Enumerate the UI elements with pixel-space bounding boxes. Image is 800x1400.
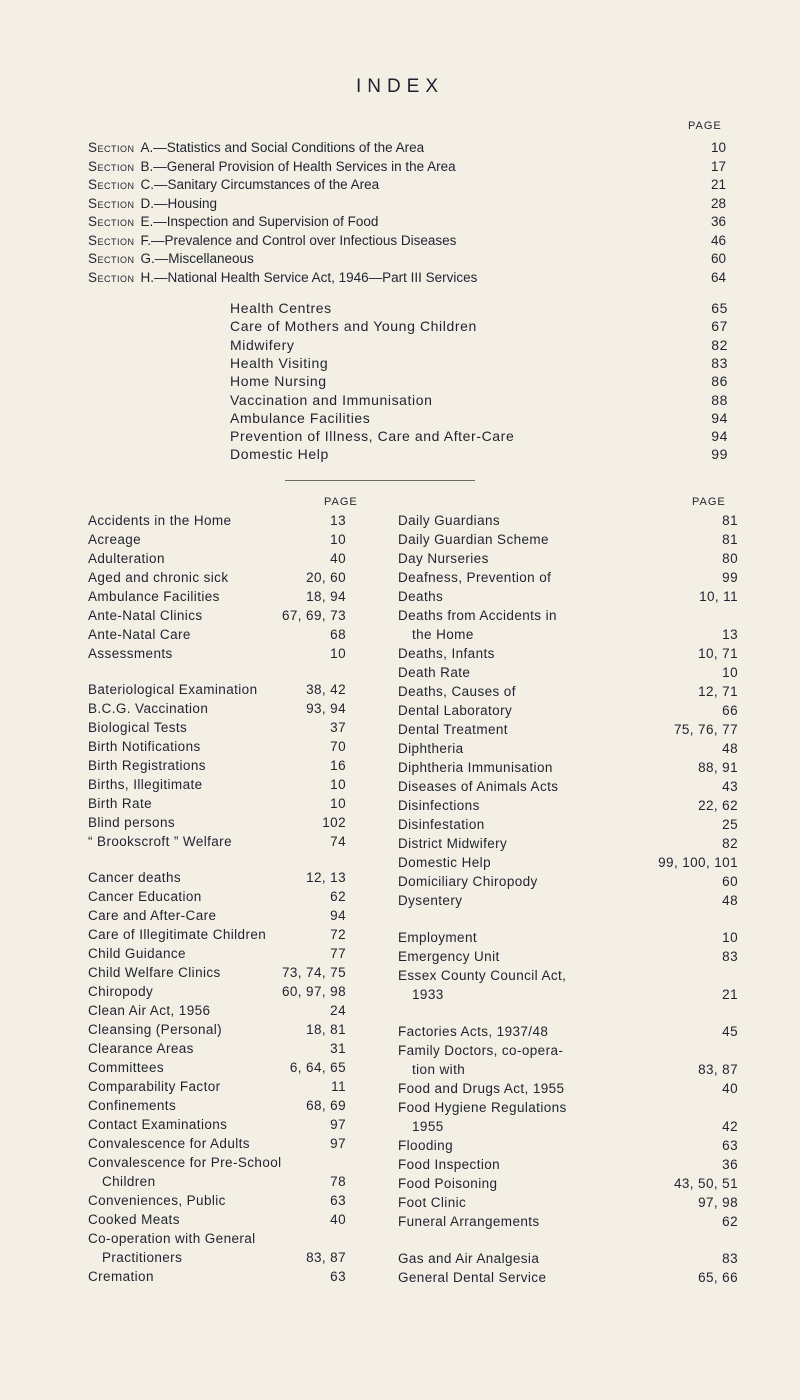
index-entry — [412, 1062, 738, 1077]
index-entry — [102, 1250, 346, 1265]
section-prefix: Section — [88, 195, 135, 211]
index-entry — [88, 1269, 346, 1284]
index-entry-page: 83, 87 — [306, 1250, 346, 1265]
index-entry — [88, 1060, 346, 1075]
index-entry — [398, 1195, 738, 1210]
section-prefix: Section — [88, 140, 135, 155]
section-page: 60 — [710, 251, 726, 266]
index-entry-page: 74 — [330, 834, 346, 849]
index-entry-text: the Home — [412, 627, 474, 642]
index-entry-text: Deafness, Prevention of — [398, 570, 552, 585]
index-entry-page: 10, 71 — [698, 646, 738, 661]
index-entry — [398, 855, 738, 870]
index-entry — [88, 815, 346, 830]
index-entry-text: Food Inspection — [398, 1157, 501, 1172]
index-entry-text: Ante-Natal Clinics — [88, 608, 203, 623]
section-title: G.—Miscellaneous — [140, 251, 254, 266]
index-entry-page: 10 — [330, 646, 346, 661]
index-entry — [398, 874, 738, 889]
section-title: D.—Housing — [140, 195, 218, 211]
section-entry — [88, 140, 738, 159]
index-entry — [398, 1214, 738, 1229]
index-entry-text: Factories Acts, 1937/48 — [398, 1024, 549, 1039]
index-entry — [88, 532, 346, 547]
index-entry-page: 73, 74, 75 — [281, 965, 346, 980]
subsection-title: Health Centres — [230, 300, 332, 316]
index-entry-page: 12, 71 — [698, 684, 738, 699]
subsection-page: 67 — [711, 318, 728, 335]
index-entry-page: 13 — [330, 513, 346, 528]
index-entry — [88, 758, 346, 773]
index-entry-text: Birth Rate — [88, 796, 153, 811]
index-entry-text: Births, Illegitimate — [88, 777, 203, 792]
index-entry-page: 99 — [722, 570, 738, 585]
index-entry-text: Blind persons — [88, 815, 175, 830]
index-entry-text: General Dental Service — [398, 1270, 547, 1285]
section-entry — [88, 196, 738, 215]
index-entry-page: 77 — [330, 946, 346, 961]
index-entry-text: Assessments — [88, 646, 173, 661]
index-entry-text: Dental Laboratory — [398, 703, 513, 718]
index-entry — [398, 589, 738, 604]
index-entry-text: Care of Illegitimate Children — [88, 927, 267, 942]
index-entry — [88, 646, 346, 661]
section-page: 10 — [710, 140, 726, 155]
index-entry-text: Adulteration — [88, 551, 165, 566]
index-entry — [398, 703, 738, 718]
index-entry-page: 16 — [330, 758, 346, 773]
index-entry — [398, 513, 738, 528]
index-entry-page: 97 — [330, 1136, 346, 1151]
index-entry — [412, 1119, 738, 1134]
index-entry — [88, 701, 346, 716]
index-entry-page: 93, 94 — [306, 701, 346, 716]
index-entry-page: 48 — [722, 893, 738, 908]
index-entry-text: Practitioners — [102, 1250, 183, 1265]
subsection-title: Health Visiting — [230, 354, 329, 371]
index-entry-text: Foot Clinic — [398, 1195, 467, 1210]
index-entry — [88, 927, 346, 942]
index-entry — [398, 570, 738, 585]
divider-rule — [285, 480, 475, 481]
index-entry-page: 38, 42 — [306, 682, 346, 697]
section-prefix: Section — [88, 177, 135, 192]
index-entry-page: 10, 11 — [699, 589, 738, 604]
index-entry-text: Food Hygiene Regulations — [398, 1100, 567, 1115]
subsection-page: 94 — [711, 428, 728, 445]
index-entry-page: 10 — [722, 930, 738, 945]
index-entry — [398, 722, 738, 737]
index-entry-text: Birth Notifications — [88, 739, 201, 754]
index-entry-page: 83 — [722, 1251, 738, 1266]
index-title: INDEX — [355, 76, 445, 97]
index-entry — [88, 834, 346, 849]
leader-dots — [424, 140, 738, 159]
index-entry-page: 67, 69, 73 — [281, 608, 346, 623]
section-title: A.—Statistics and Social Conditions of the Area — [140, 140, 425, 155]
index-entry-page: 82 — [722, 836, 738, 851]
subsection-entry — [230, 392, 728, 411]
subsection-entry — [230, 318, 728, 337]
index-entry-page: 66 — [722, 703, 738, 718]
index-entry-page: 18, 94 — [306, 589, 346, 604]
index-entry — [88, 682, 346, 697]
index-entry — [398, 1251, 738, 1266]
section-prefix: Section — [88, 251, 135, 266]
section-entry — [88, 251, 738, 270]
index-entry — [88, 1193, 346, 1208]
index-entry — [412, 627, 738, 642]
index-entry — [88, 1136, 346, 1151]
subsection-page: 82 — [711, 336, 728, 353]
subsection-page: 83 — [711, 354, 728, 371]
index-entry — [398, 893, 738, 908]
index-entry-text: Children — [102, 1174, 156, 1189]
section-prefix: Section — [88, 214, 135, 229]
index-entry — [398, 665, 738, 680]
index-entry-page: 43 — [722, 779, 738, 794]
index-entry-text: Family Doctors, co-opera- — [398, 1043, 564, 1058]
index-entry-text: Dysentery — [398, 893, 463, 908]
index-entry — [88, 1022, 346, 1037]
index-entry-text: Cancer deaths — [88, 870, 182, 885]
index-entry-text: Ambulance Facilities — [88, 589, 220, 604]
index-entry — [398, 551, 738, 566]
index-entry-text: Day Nurseries — [398, 551, 489, 566]
subsection-entry — [230, 300, 728, 319]
index-entry-page: 68, 69 — [306, 1098, 346, 1113]
index-entry-page: 94 — [330, 908, 346, 923]
index-entry — [398, 798, 738, 813]
index-entry-page: 60, 97, 98 — [281, 984, 346, 999]
index-entry — [88, 570, 346, 585]
index-entry-text: Clearance Areas — [88, 1041, 194, 1056]
index-entry-text: Disinfestation — [398, 817, 485, 832]
index-entry-page: 83 — [722, 949, 738, 964]
index-entry-page: 45 — [722, 1024, 738, 1039]
index-entry-text: Disinfections — [398, 798, 480, 813]
index-entry-text: Emergency Unit — [398, 949, 500, 964]
index-entry-page: 42 — [722, 1119, 738, 1134]
subsection-page: 65 — [711, 300, 728, 316]
index-entry-text: Domestic Help — [398, 855, 491, 870]
index-entry-page: 21 — [722, 987, 738, 1002]
subsection-page: 86 — [711, 373, 728, 390]
index-entry — [398, 1024, 738, 1039]
index-entry-page: 63 — [330, 1193, 346, 1208]
subsection-page: 88 — [711, 391, 728, 408]
index-entry-page: 31 — [330, 1041, 346, 1056]
index-entry — [398, 684, 738, 699]
index-entry — [88, 1041, 346, 1056]
index-entry-page: 43, 50, 51 — [673, 1176, 738, 1191]
subsection-entry — [230, 355, 728, 374]
index-entry — [398, 968, 738, 983]
index-entry-text: Conveniences, Public — [88, 1193, 226, 1208]
index-entry — [88, 739, 346, 754]
index-entry-page: 25 — [722, 817, 738, 832]
index-entry-text: Cleansing (Personal) — [88, 1022, 223, 1037]
right-page-heading: PAGE — [692, 496, 726, 508]
index-entry-page: 81 — [722, 513, 738, 528]
index-entry-text: Convalescence for Adults — [88, 1136, 250, 1151]
index-entry — [398, 1100, 738, 1115]
index-entry-page: 10 — [330, 796, 346, 811]
index-entry-page: 60 — [722, 874, 738, 889]
index-entry-page: 75, 76, 77 — [673, 722, 738, 737]
index-entry — [398, 836, 738, 851]
index-entry-page: 63 — [722, 1138, 738, 1153]
index-entry — [398, 1043, 738, 1058]
index-entry-page: 88, 91 — [698, 760, 738, 775]
index-entry-text: Care and After-Care — [88, 908, 217, 923]
leader-dots — [456, 159, 738, 178]
leader-dots — [217, 196, 738, 215]
index-entry-page: 102 — [322, 815, 346, 830]
subsection-title: Domestic Help — [230, 446, 329, 463]
index-entry — [88, 796, 346, 811]
index-entry — [88, 720, 346, 735]
subsection-title: Prevention of Illness, Care and After-Care — [230, 428, 515, 445]
index-entry-text: Dental Treatment — [398, 722, 508, 737]
index-entry — [398, 1138, 738, 1153]
index-entry-text: Contact Examinations — [88, 1117, 228, 1132]
index-entry-page: 72 — [330, 927, 346, 942]
index-entry — [88, 608, 346, 623]
section-entry — [88, 233, 738, 252]
index-entry-page: 6, 64, 65 — [289, 1060, 346, 1075]
index-entry — [398, 949, 738, 964]
section-page: 64 — [710, 269, 726, 285]
index-entry-text: Essex County Council Act, — [398, 968, 567, 983]
section-entry — [88, 270, 738, 289]
index-entry-text: 1933 — [412, 987, 444, 1002]
index-entry-page: 80 — [722, 551, 738, 566]
index-entry-text: Ante-Natal Care — [88, 627, 191, 642]
section-prefix: Section — [88, 158, 135, 174]
index-entry-text: Daily Guardians — [398, 513, 501, 528]
index-entry-text: B.C.G. Vaccination — [88, 701, 209, 716]
section-page: 46 — [710, 232, 726, 248]
subsection-title: Care of Mothers and Young Children — [230, 318, 477, 335]
index-entry-text: District Midwifery — [398, 836, 508, 851]
index-entry-page: 68 — [330, 627, 346, 642]
index-entry-text: tion with — [412, 1062, 466, 1077]
index-entry-text: 1955 — [412, 1119, 444, 1134]
index-entry-text: Child Guidance — [88, 946, 186, 961]
section-title: B.—General Provision of Health Services in the Area — [140, 158, 456, 174]
index-entry-text: Confinements — [88, 1098, 177, 1113]
index-entry-text: Diseases of Animals Acts — [398, 779, 559, 794]
index-entry — [88, 1003, 346, 1018]
index-entry-text: Diphtheria Immunisation — [398, 760, 553, 775]
leader-dots — [254, 251, 738, 270]
section-page: 17 — [710, 158, 726, 174]
index-entry-text: “ Brookscroft ” Welfare — [88, 834, 232, 849]
index-entry — [88, 889, 346, 904]
index-entry — [88, 1212, 346, 1227]
section-entry — [88, 214, 738, 233]
index-entry-text: Convalescence for Pre-School — [88, 1155, 282, 1170]
index-entry — [398, 1270, 738, 1285]
index-entry-page: 78 — [330, 1174, 346, 1189]
index-entry — [88, 1155, 346, 1170]
subsection-entry — [230, 446, 728, 465]
index-entry-page: 63 — [330, 1269, 346, 1284]
subsection-entry — [230, 428, 728, 447]
index-entry-text: Birth Registrations — [88, 758, 206, 773]
section-prefix: Section — [88, 269, 135, 285]
index-entry-text: Domiciliary Chiropody — [398, 874, 538, 889]
index-entry-page: 62 — [722, 1214, 738, 1229]
index-entry — [88, 551, 346, 566]
index-entry-text: Daily Guardian Scheme — [398, 532, 549, 547]
index-entry — [88, 1117, 346, 1132]
index-entry — [398, 1081, 738, 1096]
index-entry — [398, 817, 738, 832]
index-entry-text: Acreage — [88, 532, 142, 547]
leader-dots — [378, 214, 738, 233]
index-entry-page: 10 — [330, 532, 346, 547]
index-entry-page: 81 — [722, 532, 738, 547]
index-entry-text: Cancer Education — [88, 889, 202, 904]
index-entry — [412, 987, 738, 1002]
index-entry-text: Food and Drugs Act, 1955 — [398, 1081, 565, 1096]
index-entry — [88, 870, 346, 885]
index-entry-text: Cremation — [88, 1269, 154, 1284]
index-entry — [88, 1079, 346, 1094]
index-entry-text: Employment — [398, 930, 478, 945]
index-entry-text: Comparability Factor — [88, 1079, 221, 1094]
index-entry-page: 37 — [330, 720, 346, 735]
index-entry — [398, 608, 738, 623]
index-entry-page: 70 — [330, 739, 346, 754]
left-page-heading: PAGE — [324, 496, 358, 508]
index-entry — [88, 965, 346, 980]
index-entry-text: Gas and Air Analgesia — [398, 1251, 540, 1266]
index-entry-text: Flooding — [398, 1138, 453, 1153]
index-entry-page: 83, 87 — [698, 1062, 738, 1077]
index-entry-page: 24 — [330, 1003, 346, 1018]
index-entry — [398, 741, 738, 756]
index-entry — [88, 908, 346, 923]
index-entry — [88, 946, 346, 961]
section-page: 21 — [710, 177, 726, 192]
index-entry-page: 12, 13 — [306, 870, 346, 885]
index-entry-text: Clean Air Act, 1956 — [88, 1003, 211, 1018]
index-entry — [88, 1231, 346, 1246]
index-entry — [102, 1174, 346, 1189]
index-entry-text: Accidents in the Home — [88, 513, 232, 528]
index-entry — [398, 532, 738, 547]
section-title: E.—Inspection and Supervision of Food — [140, 214, 379, 229]
index-entry-page: 11 — [331, 1079, 346, 1094]
index-entry — [88, 627, 346, 642]
section-page: 36 — [710, 214, 726, 229]
subsection-entry — [230, 410, 728, 429]
index-entry — [88, 1098, 346, 1113]
section-entry — [88, 159, 738, 178]
index-entry-text: Child Welfare Clinics — [88, 965, 221, 980]
index-entry-page: 10 — [722, 665, 738, 680]
index-entry-text: Food Poisoning — [398, 1176, 498, 1191]
index-entry-text: Diphtheria — [398, 741, 464, 756]
leader-dots — [477, 270, 738, 289]
index-entry-page: 22, 62 — [698, 798, 738, 813]
subsection-page: 99 — [711, 446, 728, 463]
page-column-heading: PAGE — [688, 120, 722, 132]
index-entry — [398, 930, 738, 945]
section-page: 28 — [710, 195, 726, 211]
index-entry — [88, 513, 346, 528]
index-entry-page: 97 — [330, 1117, 346, 1132]
index-entry-text: Co-operation with General — [88, 1231, 256, 1246]
index-entry — [398, 779, 738, 794]
section-title: F.—Prevalence and Control over Infectious Diseases — [140, 232, 457, 248]
index-entry — [398, 646, 738, 661]
subsection-title: Vaccination and Immunisation — [230, 391, 433, 408]
subsection-title: Ambulance Facilities — [230, 409, 371, 426]
index-entry-text: Biological Tests — [88, 720, 188, 735]
index-entry-text: Deaths, Causes of — [398, 684, 516, 699]
index-entry-page: 62 — [330, 889, 346, 904]
index-entry — [398, 760, 738, 775]
index-entry-page: 40 — [722, 1081, 738, 1096]
index-entry-text: Deaths — [398, 589, 444, 604]
index-entry-text: Chiropody — [88, 984, 154, 999]
subsection-title: Midwifery — [230, 336, 295, 353]
index-entry-page: 13 — [722, 627, 738, 642]
subsection-title: Home Nursing — [230, 373, 327, 390]
index-entry-text: Aged and chronic sick — [88, 570, 229, 585]
index-entry-text: Deaths from Accidents in — [398, 608, 557, 623]
index-entry-page: 99, 100, 101 — [658, 855, 738, 870]
index-entry-text: Deaths, Infants — [398, 646, 495, 661]
index-entry-page: 40 — [330, 551, 346, 566]
index-entry-page: 18, 81 — [306, 1022, 346, 1037]
index-entry — [88, 984, 346, 999]
index-entry-text: Funeral Arrangements — [398, 1214, 540, 1229]
leader-dots — [456, 233, 738, 252]
index-entry-page: 97, 98 — [698, 1195, 738, 1210]
index-entry — [398, 1176, 738, 1191]
subsection-page: 94 — [711, 409, 728, 426]
index-entry — [88, 589, 346, 604]
index-entry-page: 10 — [330, 777, 346, 792]
section-title: C.—Sanitary Circumstances of the Area — [140, 177, 380, 192]
section-title: H.—National Health Service Act, 1946—Part III Services — [140, 269, 478, 285]
index-entry-page: 65, 66 — [698, 1270, 738, 1285]
subsection-entry — [230, 373, 728, 392]
index-entry — [398, 1157, 738, 1172]
index-entry-page: 48 — [722, 741, 738, 756]
index-entry-page: 40 — [330, 1212, 346, 1227]
section-prefix: Section — [88, 232, 135, 248]
index-entry-text: Death Rate — [398, 665, 471, 680]
leader-dots — [379, 177, 738, 196]
index-entry-page: 20, 60 — [306, 570, 346, 585]
section-entry — [88, 177, 738, 196]
index-entry — [88, 777, 346, 792]
index-entry-page: 36 — [722, 1157, 738, 1172]
subsection-entry — [230, 337, 728, 356]
index-entry-text: Cooked Meats — [88, 1212, 180, 1227]
index-entry-text: Bateriological Examination — [88, 682, 258, 697]
index-entry-text: Committees — [88, 1060, 165, 1075]
